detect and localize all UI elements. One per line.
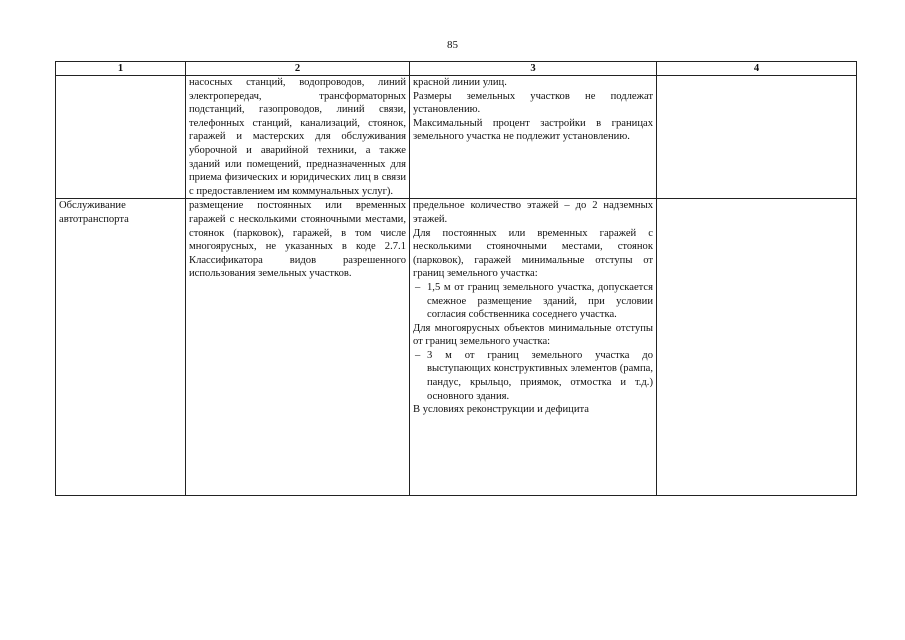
column-header-2: 2	[186, 62, 410, 76]
row1-parameters-cell	[410, 76, 657, 199]
list-item	[413, 349, 653, 403]
row2-use-name: Обслуживание автотранспорта	[56, 199, 186, 496]
column-header-3: 3	[410, 62, 657, 76]
row1-param-line-1: красной линии улиц.	[413, 77, 507, 88]
row2-param-reconstruction: В условиях реконструкции и дефицита	[413, 404, 589, 416]
list-item	[413, 281, 653, 322]
row2-col4-cell	[657, 199, 857, 496]
page-number: 85	[447, 39, 458, 51]
dash-marker: –	[415, 281, 421, 293]
row2-parameters-cell	[410, 199, 657, 496]
column-header-1: 1	[56, 62, 186, 76]
row2-param-garages-setbacks: Для постоянных или временных гаражей с несколькими стояночными местами, стоянок (парковок), гаражей минимальные отступы от границ земельного участка:	[413, 227, 653, 280]
row2-param-floors: предельное количество этажей – до 2 надземных этажей.	[413, 200, 653, 225]
row2-dash-list-1	[413, 281, 653, 322]
row2-use-description: размещение постоянных или временных гаражей с несколькими стояночными местами, стоянок (парковок), гаражей, в том числе многоярусных, не указанных в коде 2.7.1 Классификатора видов разрешенного использования земельных участков.	[186, 199, 410, 496]
table-row	[56, 199, 857, 496]
row2-param-multilevel-setbacks: Для многоярусных объектов минимальные отступы от границ земельного участка:	[413, 322, 653, 348]
row2-dash-list-2	[413, 349, 653, 403]
row1-col1-cell	[56, 76, 186, 199]
table-row	[56, 76, 857, 199]
column-header-4: 4	[657, 62, 857, 76]
dash-marker: –	[415, 349, 421, 361]
row1-col4-cell	[657, 76, 857, 199]
row1-use-description: насосных станций, водопроводов, линий электропередач, трансформаторных подстанций, газопроводов, линий связи, телефонных станций, канализаций, стоянок, гаражей и мастерских для обслуживания уборочной и аварийной техники, а также зданий или помещений, предназначенных для приема физических и юридических лиц в связи с предоставлением им коммунальных услуг).	[186, 76, 410, 199]
row1-param-line-2: Размеры земельных участков не подлежат установлению.	[413, 90, 653, 116]
row2-dash-item-1-text: 1,5 м от границ земельного участка, допускается смежное размещение зданий, при условии согласия собственника соседнего участка.	[427, 281, 653, 321]
table-header-row	[56, 62, 857, 76]
zoning-table	[55, 61, 857, 496]
row1-param-line-3: Максимальный процент застройки в границах земельного участка не подлежит установлению.	[413, 117, 653, 143]
row2-dash-item-2-text: 3 м от границ земельного участка до выступающих конструктивных элементов (рампа, пандус, крыльцо, приямок, отмостка и т.д.) основного здания.	[427, 349, 653, 402]
